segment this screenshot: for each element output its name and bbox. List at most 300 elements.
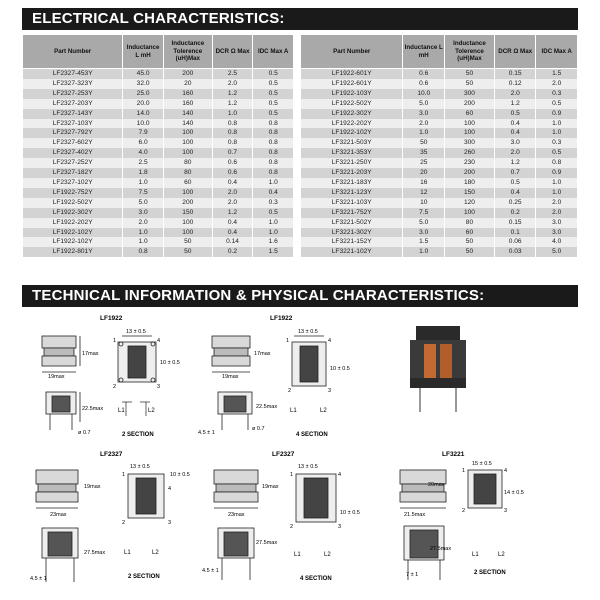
svg-text:3: 3 bbox=[328, 388, 332, 394]
lf2327-4section-drawing bbox=[200, 450, 380, 600]
part-number-cell: LF3221-250Y bbox=[301, 158, 403, 168]
lf2327-2section-drawing bbox=[22, 450, 202, 600]
value-cell: 10.0 bbox=[403, 89, 445, 99]
value-cell: 1.0 bbox=[253, 228, 294, 238]
value-cell: 25 bbox=[403, 158, 445, 168]
value-cell: 1.8 bbox=[123, 168, 164, 178]
section-label: 2 SECTION bbox=[122, 432, 154, 438]
svg-text:22.5max: 22.5max bbox=[256, 404, 278, 410]
value-cell: 100 bbox=[445, 128, 495, 138]
front-view bbox=[400, 470, 446, 508]
side-view bbox=[46, 392, 80, 430]
table-row bbox=[301, 109, 578, 119]
part-number-cell: LF2327-253Y bbox=[23, 89, 123, 99]
value-cell: 0.5 bbox=[536, 148, 578, 158]
table-row bbox=[23, 168, 294, 178]
part-number-cell: LF1922-102Y bbox=[301, 128, 403, 138]
value-cell: 230 bbox=[445, 158, 495, 168]
value-cell: 3.0 bbox=[494, 138, 536, 148]
value-cell: 1.5 bbox=[253, 247, 294, 257]
part-number-cell: LF1922-102Y bbox=[23, 228, 123, 238]
table-row bbox=[23, 69, 294, 79]
svg-text:3: 3 bbox=[168, 520, 172, 526]
part-number-cell: LF3221-503Y bbox=[301, 138, 403, 148]
svg-text:19max: 19max bbox=[48, 374, 65, 380]
value-cell: 20.0 bbox=[123, 99, 164, 109]
value-cell: 1.6 bbox=[253, 237, 294, 247]
svg-text:4.5 ± 1: 4.5 ± 1 bbox=[30, 576, 47, 582]
value-cell: 0.5 bbox=[253, 109, 294, 119]
value-cell: 60 bbox=[445, 109, 495, 119]
lf3221-2section-drawing bbox=[392, 450, 572, 600]
table-row bbox=[23, 109, 294, 119]
table-row bbox=[23, 119, 294, 129]
table-row bbox=[301, 168, 578, 178]
table-row bbox=[23, 228, 294, 238]
value-cell: 1.0 bbox=[536, 178, 578, 188]
value-cell: 1.2 bbox=[212, 208, 253, 218]
table-row bbox=[23, 128, 294, 138]
value-cell: 200 bbox=[445, 99, 495, 109]
svg-text:19max: 19max bbox=[222, 374, 239, 380]
value-cell: 1.0 bbox=[123, 178, 164, 188]
lf1922-2section-drawing bbox=[22, 312, 202, 447]
section-label: 2 SECTION bbox=[474, 570, 506, 576]
svg-text:4: 4 bbox=[338, 472, 342, 478]
value-cell: 140 bbox=[163, 109, 212, 119]
value-cell: 7.5 bbox=[403, 208, 445, 218]
value-cell: 0.6 bbox=[403, 69, 445, 79]
value-cell: 50 bbox=[163, 247, 212, 257]
value-cell: 0.4 bbox=[212, 218, 253, 228]
svg-text:23max: 23max bbox=[228, 512, 245, 518]
svg-text:27.5max: 27.5max bbox=[256, 540, 278, 546]
svg-text:21.5max: 21.5max bbox=[404, 512, 426, 518]
svg-text:17max: 17max bbox=[254, 351, 271, 357]
value-cell: 1.0 bbox=[536, 119, 578, 129]
table-row bbox=[301, 218, 578, 228]
part-number-cell: LF2327-102Y bbox=[23, 178, 123, 188]
part-number-cell: LF1922-103Y bbox=[301, 89, 403, 99]
table-row bbox=[23, 89, 294, 99]
svg-text:ø 0.7: ø 0.7 bbox=[78, 430, 91, 436]
part-number-cell: LF1922-202Y bbox=[301, 119, 403, 129]
drawing-title: LF3221 bbox=[442, 451, 465, 458]
col-part-number: Part Number bbox=[23, 35, 123, 69]
value-cell: 0.9 bbox=[536, 168, 578, 178]
value-cell: 0.9 bbox=[536, 109, 578, 119]
value-cell: 0.1 bbox=[494, 228, 536, 238]
value-cell: 2.0 bbox=[212, 188, 253, 198]
table-row bbox=[301, 128, 578, 138]
svg-text:L1: L1 bbox=[294, 552, 301, 558]
side-view bbox=[218, 392, 252, 430]
part-number-cell: LF3221-123Y bbox=[301, 188, 403, 198]
value-cell: 140 bbox=[163, 119, 212, 129]
svg-text:1: 1 bbox=[286, 338, 290, 344]
value-cell: 1.0 bbox=[212, 109, 253, 119]
value-cell: 50 bbox=[445, 79, 495, 89]
value-cell: 3.0 bbox=[123, 208, 164, 218]
value-cell: 1.0 bbox=[536, 188, 578, 198]
svg-text:17max: 17max bbox=[82, 351, 99, 357]
value-cell: 0.5 bbox=[536, 99, 578, 109]
svg-text:13 ± 0.5: 13 ± 0.5 bbox=[298, 329, 318, 335]
table-row bbox=[301, 247, 578, 257]
drawing-title: LF2327 bbox=[272, 451, 295, 458]
svg-text:3: 3 bbox=[157, 384, 161, 390]
svg-text:ø 0.7: ø 0.7 bbox=[252, 426, 265, 432]
table-row bbox=[301, 158, 578, 168]
part-number-cell: LF2327-323Y bbox=[23, 79, 123, 89]
table-row bbox=[23, 148, 294, 158]
value-cell: 0.6 bbox=[212, 158, 253, 168]
value-cell: 0.5 bbox=[253, 89, 294, 99]
value-cell: 6.0 bbox=[123, 138, 164, 148]
value-cell: 10 bbox=[403, 198, 445, 208]
section-label: 2 SECTION bbox=[128, 574, 160, 580]
svg-text:27.5max: 27.5max bbox=[84, 550, 106, 556]
value-cell: 100 bbox=[163, 148, 212, 158]
part-number-cell: LF1922-601Y bbox=[301, 79, 403, 89]
table-row bbox=[23, 138, 294, 148]
table-row bbox=[23, 188, 294, 198]
top-view bbox=[128, 474, 164, 518]
value-cell: 4.0 bbox=[536, 237, 578, 247]
table-row bbox=[301, 178, 578, 188]
technical-information-banner: TECHNICAL INFORMATION & PHYSICAL CHARACTERISTICS: bbox=[22, 285, 578, 307]
value-cell: 1.0 bbox=[536, 128, 578, 138]
svg-text:1: 1 bbox=[122, 472, 126, 478]
value-cell: 100 bbox=[163, 228, 212, 238]
part-number-cell: LF1922-302Y bbox=[23, 208, 123, 218]
value-cell: 1.2 bbox=[212, 99, 253, 109]
value-cell: 0.2 bbox=[212, 247, 253, 257]
svg-text:14 ± 0.5: 14 ± 0.5 bbox=[504, 490, 524, 496]
value-cell: 1.0 bbox=[123, 228, 164, 238]
svg-text:L2: L2 bbox=[498, 552, 505, 558]
value-cell: 0.8 bbox=[212, 119, 253, 129]
value-cell: 3.0 bbox=[536, 218, 578, 228]
col-idc: IDC Max A bbox=[253, 35, 294, 69]
part-number-cell: LF2327-182Y bbox=[23, 168, 123, 178]
table-row bbox=[23, 208, 294, 218]
value-cell: 0.7 bbox=[494, 168, 536, 178]
col-inductance: Inductance L mH bbox=[123, 35, 164, 69]
svg-text:L2: L2 bbox=[148, 408, 155, 414]
svg-text:2: 2 bbox=[288, 388, 292, 394]
value-cell: 0.5 bbox=[253, 79, 294, 89]
value-cell: 0.4 bbox=[494, 119, 536, 129]
value-cell: 5.0 bbox=[403, 99, 445, 109]
value-cell: 0.6 bbox=[403, 79, 445, 89]
value-cell: 5.0 bbox=[536, 247, 578, 257]
value-cell: 0.14 bbox=[212, 237, 253, 247]
svg-text:19max: 19max bbox=[84, 484, 101, 490]
value-cell: 200 bbox=[163, 69, 212, 79]
value-cell: 45.0 bbox=[123, 69, 164, 79]
col-idc: IDC Max A bbox=[536, 35, 578, 69]
svg-text:10 ± 0.5: 10 ± 0.5 bbox=[330, 366, 350, 372]
svg-text:L1: L1 bbox=[124, 550, 131, 556]
value-cell: 200 bbox=[445, 168, 495, 178]
part-number-cell: LF2327-252Y bbox=[23, 158, 123, 168]
section-label: 4 SECTION bbox=[300, 576, 332, 582]
table-header-row bbox=[301, 35, 578, 69]
col-inductance: Inductance L mH bbox=[403, 35, 445, 69]
table-row bbox=[301, 79, 578, 89]
value-cell: 120 bbox=[445, 198, 495, 208]
value-cell: 0.3 bbox=[253, 198, 294, 208]
table-header-row bbox=[23, 35, 294, 69]
svg-text:1: 1 bbox=[113, 338, 117, 344]
component-photo bbox=[398, 318, 478, 418]
svg-text:4: 4 bbox=[504, 468, 508, 474]
value-cell: 2.0 bbox=[536, 198, 578, 208]
svg-text:10 ± 0.5: 10 ± 0.5 bbox=[160, 360, 180, 366]
svg-text:3: 3 bbox=[338, 524, 342, 530]
value-cell: 0.5 bbox=[494, 109, 536, 119]
value-cell: 0.8 bbox=[253, 168, 294, 178]
value-cell: 0.15 bbox=[494, 69, 536, 79]
value-cell: 100 bbox=[445, 119, 495, 129]
value-cell: 160 bbox=[163, 89, 212, 99]
svg-text:2: 2 bbox=[113, 384, 117, 390]
table-row bbox=[23, 247, 294, 257]
value-cell: 200 bbox=[163, 198, 212, 208]
value-cell: 1.2 bbox=[494, 158, 536, 168]
table-row bbox=[23, 99, 294, 109]
value-cell: 150 bbox=[163, 208, 212, 218]
top-view bbox=[296, 474, 336, 522]
part-number-cell: LF3221-183Y bbox=[301, 178, 403, 188]
value-cell: 300 bbox=[445, 138, 495, 148]
value-cell: 0.8 bbox=[253, 119, 294, 129]
table-body-left bbox=[23, 69, 294, 258]
value-cell: 0.25 bbox=[494, 198, 536, 208]
part-number-cell: LF3221-752Y bbox=[301, 208, 403, 218]
svg-text:3: 3 bbox=[504, 508, 508, 514]
value-cell: 1.2 bbox=[494, 99, 536, 109]
part-number-cell: LF1922-801Y bbox=[23, 247, 123, 257]
part-number-cell: LF3221-103Y bbox=[301, 198, 403, 208]
part-number-cell: LF2327-103Y bbox=[23, 119, 123, 129]
svg-text:1: 1 bbox=[290, 472, 294, 478]
value-cell: 0.8 bbox=[212, 138, 253, 148]
front-view bbox=[212, 336, 250, 372]
part-number-cell: LF2327-602Y bbox=[23, 138, 123, 148]
svg-text:L1: L1 bbox=[118, 408, 125, 414]
value-cell: 0.4 bbox=[253, 188, 294, 198]
svg-text:23max: 23max bbox=[50, 512, 67, 518]
value-cell: 0.8 bbox=[536, 158, 578, 168]
svg-text:19max: 19max bbox=[262, 484, 279, 490]
value-cell: 1.0 bbox=[403, 128, 445, 138]
table-row bbox=[301, 228, 578, 238]
value-cell: 2.0 bbox=[536, 79, 578, 89]
svg-text:10 ± 0.5: 10 ± 0.5 bbox=[340, 510, 360, 516]
value-cell: 7.9 bbox=[123, 128, 164, 138]
drawing-title: LF2327 bbox=[100, 451, 123, 458]
col-dcr: DCR Ω Max bbox=[212, 35, 253, 69]
value-cell: 0.06 bbox=[494, 237, 536, 247]
col-tolerance: Inductance Tolerence (uH)Max bbox=[445, 35, 495, 69]
part-number-cell: LF3221-302Y bbox=[301, 228, 403, 238]
value-cell: 100 bbox=[445, 208, 495, 218]
value-cell: 2.0 bbox=[494, 148, 536, 158]
schematic bbox=[122, 402, 150, 416]
table-row bbox=[23, 218, 294, 228]
value-cell: 50 bbox=[403, 138, 445, 148]
value-cell: 0.8 bbox=[253, 138, 294, 148]
svg-text:4: 4 bbox=[168, 486, 172, 492]
value-cell: 25.0 bbox=[123, 89, 164, 99]
svg-text:20max: 20max bbox=[428, 482, 445, 488]
table-row bbox=[23, 158, 294, 168]
value-cell: 2.5 bbox=[212, 69, 253, 79]
svg-text:L2: L2 bbox=[324, 552, 331, 558]
value-cell: 14.0 bbox=[123, 109, 164, 119]
svg-text:2: 2 bbox=[290, 524, 294, 530]
col-dcr: DCR Ω Max bbox=[494, 35, 536, 69]
svg-text:10 ± 0.5: 10 ± 0.5 bbox=[170, 472, 190, 478]
value-cell: 3.0 bbox=[403, 109, 445, 119]
svg-text:2: 2 bbox=[122, 520, 126, 526]
part-number-cell: LF3221-102Y bbox=[301, 247, 403, 257]
table-row bbox=[301, 99, 578, 109]
svg-text:27.5max: 27.5max bbox=[430, 546, 452, 552]
value-cell: 80 bbox=[445, 218, 495, 228]
svg-text:4: 4 bbox=[157, 338, 161, 344]
value-cell: 32.0 bbox=[123, 79, 164, 89]
table-row bbox=[301, 138, 578, 148]
svg-text:13 ± 0.5: 13 ± 0.5 bbox=[126, 329, 146, 335]
col-tolerance: Inductance Tolerence (uH)Max bbox=[163, 35, 212, 69]
part-number-cell: LF2327-453Y bbox=[23, 69, 123, 79]
value-cell: 100 bbox=[163, 188, 212, 198]
value-cell: 0.8 bbox=[253, 128, 294, 138]
value-cell: 2.0 bbox=[212, 79, 253, 89]
lf1922-4section-drawing bbox=[196, 312, 376, 447]
value-cell: 20 bbox=[403, 168, 445, 178]
part-number-cell: LF2327-203Y bbox=[23, 99, 123, 109]
value-cell: 1.0 bbox=[403, 247, 445, 257]
table-row bbox=[301, 89, 578, 99]
value-cell: 1.0 bbox=[123, 237, 164, 247]
value-cell: 0.6 bbox=[212, 168, 253, 178]
value-cell: 100 bbox=[163, 218, 212, 228]
svg-text:15 ± 0.5: 15 ± 0.5 bbox=[472, 461, 492, 467]
value-cell: 0.8 bbox=[253, 158, 294, 168]
value-cell: 16 bbox=[403, 178, 445, 188]
part-number-cell: LF1922-601Y bbox=[301, 69, 403, 79]
spec-table-right bbox=[300, 34, 578, 257]
value-cell: 0.4 bbox=[494, 128, 536, 138]
drawing-title: LF1922 bbox=[100, 315, 123, 322]
part-number-cell: LF1922-502Y bbox=[301, 99, 403, 109]
svg-text:2: 2 bbox=[462, 508, 466, 514]
table-row bbox=[23, 198, 294, 208]
value-cell: 260 bbox=[445, 148, 495, 158]
value-cell: 1.2 bbox=[212, 89, 253, 99]
value-cell: 80 bbox=[163, 168, 212, 178]
svg-text:13 ± 0.5: 13 ± 0.5 bbox=[298, 464, 318, 470]
table-row bbox=[301, 237, 578, 247]
front-view bbox=[36, 470, 78, 508]
svg-text:4.5 ± 1: 4.5 ± 1 bbox=[198, 430, 215, 436]
top-view bbox=[468, 470, 502, 508]
svg-text:L2: L2 bbox=[152, 550, 159, 556]
part-number-cell: LF3221-203Y bbox=[301, 168, 403, 178]
value-cell: 0.4 bbox=[212, 178, 253, 188]
table-row bbox=[23, 79, 294, 89]
value-cell: 60 bbox=[163, 178, 212, 188]
part-number-cell: LF1922-752Y bbox=[23, 188, 123, 198]
value-cell: 0.7 bbox=[212, 148, 253, 158]
part-number-cell: LF3221-353Y bbox=[301, 148, 403, 158]
value-cell: 300 bbox=[445, 89, 495, 99]
value-cell: 2.0 bbox=[494, 89, 536, 99]
value-cell: 180 bbox=[445, 178, 495, 188]
value-cell: 50 bbox=[445, 237, 495, 247]
value-cell: 2.0 bbox=[536, 208, 578, 218]
front-view bbox=[42, 336, 80, 372]
value-cell: 0.4 bbox=[494, 188, 536, 198]
table-row bbox=[23, 178, 294, 188]
value-cell: 100 bbox=[163, 138, 212, 148]
value-cell: 4.0 bbox=[123, 148, 164, 158]
svg-text:13 ± 0.5: 13 ± 0.5 bbox=[130, 464, 150, 470]
value-cell: 50 bbox=[163, 237, 212, 247]
value-cell: 60 bbox=[445, 228, 495, 238]
value-cell: 1.5 bbox=[403, 237, 445, 247]
table-row bbox=[301, 148, 578, 158]
value-cell: 50 bbox=[445, 69, 495, 79]
part-number-cell: LF3221-502Y bbox=[301, 218, 403, 228]
svg-text:4: 4 bbox=[328, 338, 332, 344]
part-number-cell: LF3221-152Y bbox=[301, 237, 403, 247]
svg-text:4.5 ± 1: 4.5 ± 1 bbox=[202, 568, 219, 574]
svg-text:7 ± 1: 7 ± 1 bbox=[406, 572, 419, 578]
value-cell: 0.8 bbox=[253, 148, 294, 158]
part-number-cell: LF1922-502Y bbox=[23, 198, 123, 208]
value-cell: 0.15 bbox=[494, 218, 536, 228]
svg-text:L1: L1 bbox=[290, 408, 297, 414]
col-part-number: Part Number bbox=[301, 35, 403, 69]
part-number-cell: LF1922-202Y bbox=[23, 218, 123, 228]
value-cell: 0.03 bbox=[494, 247, 536, 257]
value-cell: 2.0 bbox=[212, 198, 253, 208]
value-cell: 0.8 bbox=[212, 128, 253, 138]
value-cell: 10.0 bbox=[123, 119, 164, 129]
value-cell: 7.5 bbox=[123, 188, 164, 198]
side-view bbox=[42, 528, 78, 582]
value-cell: 2.5 bbox=[123, 158, 164, 168]
value-cell: 0.3 bbox=[536, 89, 578, 99]
value-cell: 35 bbox=[403, 148, 445, 158]
part-number-cell: LF2327-402Y bbox=[23, 148, 123, 158]
part-number-cell: LF1922-302Y bbox=[301, 109, 403, 119]
value-cell: 12 bbox=[403, 188, 445, 198]
svg-text:1: 1 bbox=[462, 468, 466, 474]
table-row bbox=[301, 208, 578, 218]
top-view bbox=[292, 336, 326, 386]
value-cell: 0.5 bbox=[253, 208, 294, 218]
value-cell: 1.5 bbox=[536, 69, 578, 79]
value-cell: 0.5 bbox=[253, 99, 294, 109]
value-cell: 3.0 bbox=[403, 228, 445, 238]
value-cell: 50 bbox=[445, 247, 495, 257]
